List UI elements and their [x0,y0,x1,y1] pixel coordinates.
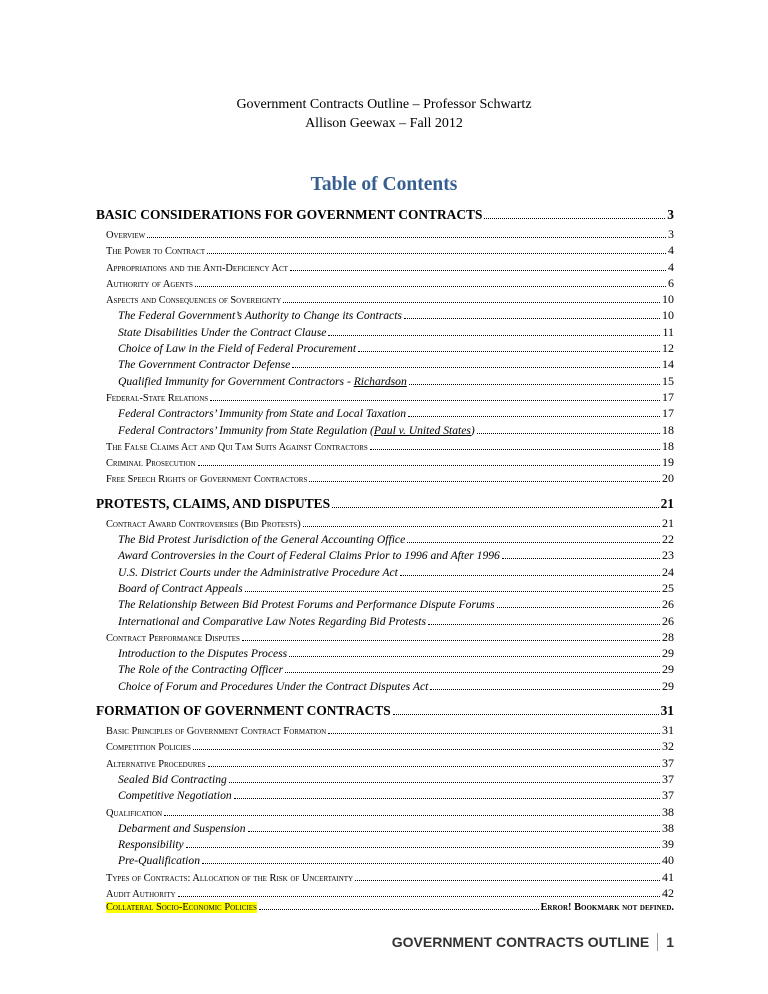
toc-entry-text: Federal Contractors’ Immunity from State Regulation ( [118,423,374,437]
dot-leader [198,465,660,466]
toc-entry[interactable] [96,756,674,772]
toc-entry-text: Competition Policies [106,742,191,754]
dot-leader [248,831,660,832]
toc-entry-label [96,703,391,719]
toc-entry[interactable] [96,243,674,259]
toc-entry-label [106,442,368,453]
dot-leader [290,270,666,271]
toc-entry[interactable] [96,357,674,373]
toc-entry-page: 4 [668,259,674,274]
toc-entry[interactable] [96,902,674,918]
dot-leader [234,798,660,799]
dot-leader [355,880,660,881]
dot-leader [497,607,660,608]
toc-entry-label [106,808,162,819]
dot-leader [409,384,660,385]
dot-leader [178,896,660,897]
dot-leader [430,689,660,690]
toc-entry-page: 41 [662,869,674,884]
toc-entry-label [106,889,176,900]
toc-entry-text: Responsibility [118,838,184,852]
toc-entry-label [106,246,205,257]
toc-entry-text: Audit Authority [106,888,176,900]
toc-entry-label [118,533,405,546]
dot-leader [370,449,660,450]
dot-leader [207,253,666,254]
toc-entry-label [106,230,145,241]
toc-entry-page: 39 [662,837,674,852]
toc-entry-text: Basic Principles of Government Contract Formation [106,726,327,738]
dot-leader [283,302,660,303]
toc-entry-label [118,326,326,339]
toc-entry[interactable] [96,772,674,788]
toc-entry-page: 40 [662,853,674,868]
toc-entry[interactable] [96,276,674,292]
dot-leader [303,526,660,527]
toc-entry-label [106,873,353,884]
toc-entry[interactable] [96,886,674,902]
toc-entry-text: PROTESTS, CLAIMS, AND DISPUTES [96,495,331,511]
toc-entry-text: The Bid Protest Jurisdiction of the General Accounting Office [118,533,406,547]
toc-entry-suffix: ) [470,423,475,437]
toc-entry[interactable] [96,292,674,308]
toc-entry-text: Free Speech Rights of Government Contractors [106,474,308,486]
toc-entry[interactable] [96,374,674,390]
toc-entry[interactable] [96,630,674,646]
dot-leader [428,624,660,625]
toc-entry-page: 22 [662,532,674,547]
toc-entry[interactable] [96,646,674,662]
toc-entry[interactable] [96,260,674,276]
dot-leader [193,749,660,750]
toc-entry-label [118,663,283,676]
toc-entry-page: 17 [662,389,674,404]
dot-leader [358,351,660,352]
header-line-2: Allison Geewax – Fall 2012 [305,116,463,131]
toc-entry-label [118,566,398,579]
toc-entry-page: 26 [662,613,674,628]
toc-entry-case-name: Richardson [353,374,407,388]
dot-leader [164,815,660,816]
toc-entry-label [106,633,240,644]
toc-title: Table of Contents [310,174,458,195]
toc-entry-label [96,496,330,512]
toc-entry-text: Award Controversies in the Court of Federal Claims Prior to 1996 and After 1996 [118,549,500,563]
toc-entry[interactable] [96,581,674,597]
toc-entry-page: 23 [662,548,674,563]
dot-leader [292,367,660,368]
toc-entry-page: 29 [662,662,674,677]
toc-entry[interactable] [96,406,674,422]
dot-leader [484,218,665,219]
toc-entry-label [118,342,356,355]
toc-entry[interactable] [96,565,674,581]
dot-leader [186,847,660,848]
toc-entry-label [118,615,426,628]
toc-entry-label [118,854,200,867]
toc-entry-page: 25 [662,580,674,595]
toc-entry-label [106,263,288,274]
toc-entry[interactable] [96,597,674,613]
toc-entry-text: Contract Award Controversies (Bid Protests) [106,518,301,530]
toc-entry-text: International and Comparative Law Notes Regarding Bid Protests [118,614,426,628]
dot-leader [259,909,539,910]
toc-entry-text: The Relationship Between Bid Protest Forums and Performance Dispute Forums [118,598,495,612]
toc-entry-label [118,838,184,851]
page-footer [392,933,674,951]
dot-leader [210,400,660,401]
toc-entry-text: Introduction to the Disputes Process [118,647,288,661]
toc-entry-text: Appropriations and the Anti-Deficiency Act [106,262,288,274]
toc-entry-page: 6 [668,275,674,290]
toc-entry-text: Board of Contract Appeals [118,581,243,595]
toc-entry-text: The Role of the Contracting Officer [118,663,284,677]
document-header [0,95,768,133]
toc-entry-text: FORMATION OF GOVERNMENT CONTRACTS [96,703,391,719]
toc-entry-text: Authority of Agents [106,278,193,290]
toc-entry-text: The False Claims Act and Qui Tam Suits Against Contractors [106,441,368,453]
dot-leader [408,416,660,417]
dot-leader [309,481,660,482]
toc-entry-text: Criminal Prosecution [106,458,196,470]
toc-entry[interactable] [96,341,674,357]
toc-entry[interactable] [96,805,674,821]
toc-entry[interactable] [96,679,674,695]
toc-entry-text: Qualified Immunity for Government Contractors - [118,374,354,388]
dot-leader [242,640,660,641]
toc-entry-page: 14 [662,357,674,372]
toc-entry-label [106,759,206,770]
toc-entry-label [118,598,495,611]
dot-leader [202,863,660,864]
toc-entry-page: 11 [662,324,674,339]
toc-entry-label [106,279,193,290]
toc-entry-text: Competitive Negotiation [118,789,232,803]
toc-entry-label [118,822,246,835]
toc-entry-page: 37 [662,755,674,770]
toc-entry-text: Sealed Bid Contracting [118,772,227,786]
toc-entry-label [118,549,500,562]
toc-entry-label [118,647,287,660]
dot-leader [393,714,659,715]
toc-entry-page: 17 [662,406,674,421]
toc-entry-text: Pre-Qualification [118,854,200,868]
toc-entry[interactable] [96,207,674,227]
dot-leader [328,335,660,336]
toc-entry-page: 29 [662,678,674,693]
toc-entry-label [106,458,196,469]
toc-entry[interactable] [96,870,674,886]
toc-entry-label [106,726,326,737]
toc-entry[interactable] [96,471,674,487]
toc-entry[interactable] [96,532,674,548]
toc-entry-text: Aspects and Consequences of Sovereignty [106,295,282,307]
toc-entry-page: 12 [662,341,674,356]
footer-divider [657,933,658,951]
toc-entry[interactable] [96,390,674,406]
toc-entry-label [106,902,257,913]
dot-leader [407,542,660,543]
toc-entry-text: Qualification [106,807,163,819]
toc-entry-text: Overview [106,230,146,241]
toc-entry[interactable] [96,227,674,243]
toc-entry[interactable] [96,788,674,804]
toc-entry[interactable] [96,703,674,723]
toc-entry-text: The Federal Government’s Authority to Change its Contracts [118,309,402,323]
dot-leader [502,558,660,559]
toc-entry-label [118,358,290,371]
dot-leader [477,433,660,434]
toc-entry[interactable] [96,439,674,455]
toc-entry-text: Federal-State Relations [106,392,209,404]
toc-entry[interactable] [96,325,674,341]
toc-entry-text: Federal Contractors’ Immunity from State and Local Taxation [118,407,407,421]
toc-entry-label [118,680,428,693]
toc-entry-page: 10 [662,292,674,307]
footer-page-number: 1 [666,934,674,950]
toc-entry-page: 18 [662,438,674,453]
toc-entry-label [118,375,407,388]
dot-leader [245,591,660,592]
toc-entry-text: Debarment and Suspension [118,821,246,835]
toc-entry-label [118,789,232,802]
toc-entry-page: 37 [662,771,674,786]
toc-entry-page: 38 [662,820,674,835]
toc-entry-label [96,207,482,223]
toc-entry-case-name: Paul v. United States [373,423,471,437]
toc-entry-label [106,393,208,404]
toc-entry-page: 10 [662,308,674,323]
dot-leader [400,575,660,576]
toc-entry[interactable] [96,853,674,869]
dot-leader [208,766,660,767]
dot-leader [328,733,660,734]
toc-entry-text: U.S. District Courts under the Administrative Procedure Act [118,565,398,579]
toc-entry-page: 24 [662,564,674,579]
toc-entry[interactable] [96,455,674,471]
toc-entry-label [118,773,227,786]
toc-entry-label [118,582,243,595]
toc-entry-text: Collateral Socio-Economic Policies [106,902,257,914]
dot-leader [195,286,666,287]
toc-entry-page: 42 [662,885,674,900]
toc-entry-text: The Government Contractor Defense [118,358,291,372]
toc-entry[interactable] [96,739,674,755]
toc-entry-label [106,519,301,530]
toc-entry-text: State Disabilities Under the Contract Clause [118,325,327,339]
toc-entry-page: 32 [662,739,674,754]
toc-entry[interactable] [96,308,674,324]
toc-entry-page: 18 [662,422,674,437]
table-of-contents [96,207,674,919]
toc-entry-text: Types of Contracts: Allocation of the Risk of Uncertainty [106,872,354,884]
toc-entry[interactable] [96,821,674,837]
toc-entry-label [106,295,281,306]
toc-entry-text: The Power to Contract [106,246,206,258]
toc-entry-page: 29 [662,646,674,661]
dot-leader [285,672,660,673]
toc-entry-page: 15 [662,373,674,388]
toc-entry-label [118,407,406,420]
toc-entry-page: 38 [662,804,674,819]
toc-entry[interactable] [96,516,674,532]
dot-leader [229,782,660,783]
toc-entry-page: 31 [662,723,674,738]
toc-entry[interactable] [96,723,674,739]
toc-entry-page: 31 [660,703,674,719]
toc-entry[interactable] [96,837,674,853]
dot-leader [404,318,660,319]
toc-entry-page: 3 [668,227,674,241]
toc-entry-page: 4 [668,243,674,258]
toc-entry-text: Alternative Procedures [106,758,206,770]
dot-leader [147,237,666,238]
toc-entry-page: 28 [662,629,674,644]
toc-entry[interactable] [96,423,674,439]
toc-entry-page: 3 [667,207,674,222]
toc-entry[interactable] [96,662,674,678]
footer-title: GOVERNMENT CONTRACTS OUTLINE [391,934,650,950]
toc-entry-page: 20 [662,471,674,486]
toc-entry-page: 26 [662,597,674,612]
toc-entry[interactable] [96,614,674,630]
dot-leader [289,656,660,657]
toc-entry-page: 37 [662,788,674,803]
dot-leader [332,507,659,508]
header-line-1: Government Contracts Outline – Professor Schwartz [236,97,532,112]
toc-entry-page: 21 [660,495,674,511]
toc-entry-label [118,309,402,322]
toc-entry-text: Choice of Forum and Procedures Under the Contract Disputes Act [118,679,429,693]
toc-entry-label [106,742,191,753]
toc-entry[interactable] [96,496,674,516]
toc-entry-label [106,474,307,485]
toc-entry-page: Error! Bookmark not defined. [540,902,674,914]
toc-entry-text: Choice of Law in the Field of Federal Procurement [118,342,357,356]
toc-entry-label [118,424,475,437]
toc-entry-text: Contract Performance Disputes [106,632,240,644]
toc-entry[interactable] [96,548,674,564]
toc-entry-text: BASIC CONSIDERATIONS FOR GOVERNMENT CONTRACTS [96,207,483,222]
toc-entry-page: 19 [662,455,674,470]
toc-entry-page: 21 [662,515,674,530]
